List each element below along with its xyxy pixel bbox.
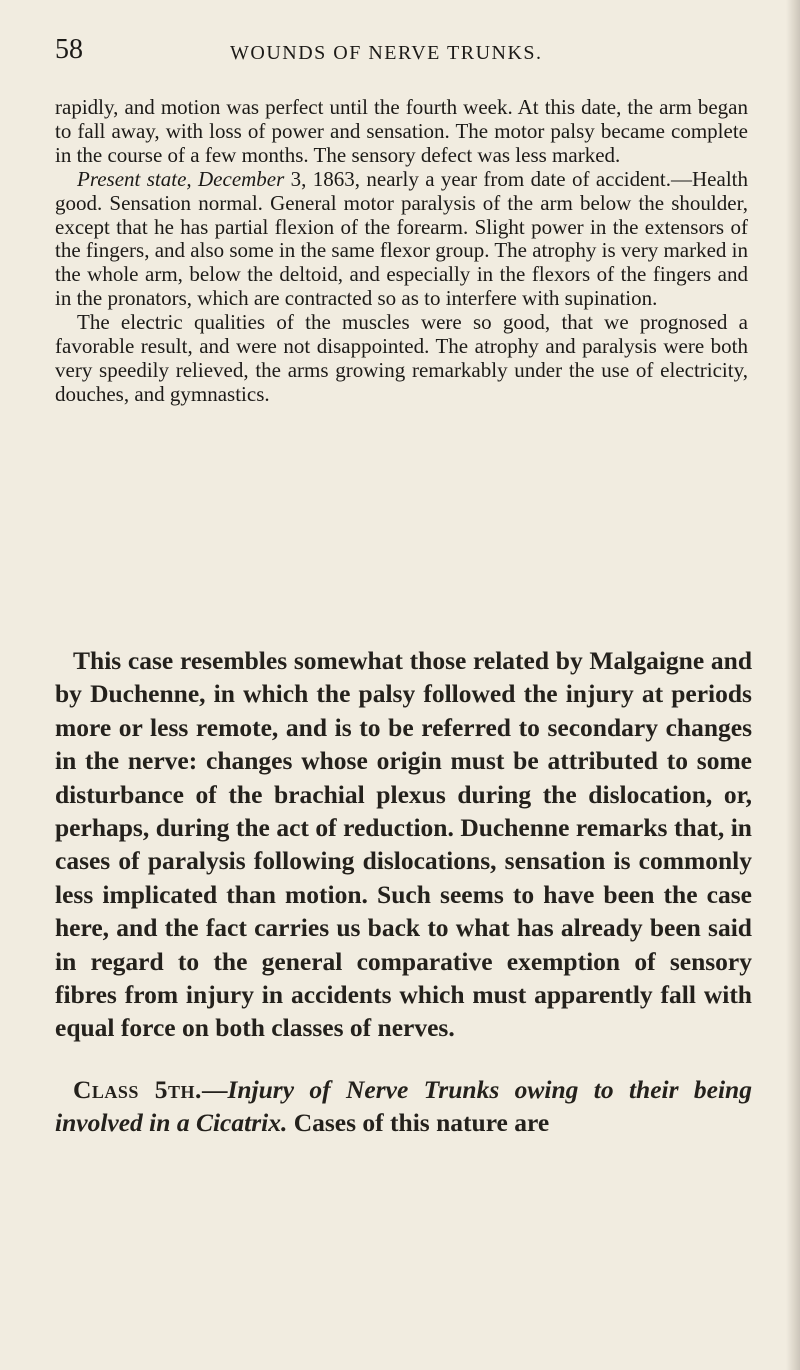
commentary-text — [55, 644, 752, 1140]
case-report-paragraph: The electric qualities of the muscles were so good, that we prognosed a favorable result, and were not disappointed. The atrophy and paralysis were both very speedily relieved, the arms growing remarkably under the use of electricity, douches, and gymnastics. — [55, 310, 748, 406]
case-report-text — [55, 96, 748, 407]
page-header — [55, 30, 745, 70]
class-label: Class 5th. — [73, 1074, 202, 1104]
class-heading-paragraph: Class 5th.—Injury of Nerve Trunks owing to their being involved in a Cicatrix. Cases of this nature are — [55, 1074, 752, 1138]
present-state-text: 3, 1863, nearly a year from date of accident.—Health good. Sensation normal. General motor paralysis of the arm below the shoulder, except that he has partial flexion of the forearm. Slight power in the extensors of the fingers, and also some in the same flexor group. The atrophy is very marked in the whole arm, below the deltoid, and especially in the flexors of the fingers and in the pronators, which are contracted so as to interfere with supination. — [55, 166, 749, 311]
class-title: Injury of Nerve Trunks owing to their being involved in a Cicatrix. — [55, 1074, 752, 1138]
running-head: WOUNDS OF NERVE TRUNKS. — [230, 42, 543, 64]
commentary-paragraph: This case resembles somewhat those related by Malgaigne and by Duchenne, in which the palsy followed the injury at periods more or less remote, and is to be referred to secondary changes in the nerve: changes whose origin must be attributed to some disturbance of the brachial plexus during the dislocation, or, perhaps, during the act of reduction. Duchenne remarks that, in cases of paralysis following dislocations, sensation is commonly less implicated than motion. Such seems to have been the case here, and the fact carries us back to what has already been said in regard to the general comparative exemption of sensory fibres from injury in accidents which must apparently fall with equal force on both classes of nerves. — [55, 646, 752, 1043]
case-report-paragraph: rapidly, and motion was perfect until the fourth week. At this date, the arm began to fall away, with loss of power and sensation. The motor palsy became complete in the course of a few months. The sensory defect was less marked. — [55, 95, 748, 167]
class-text: Cases of this nature are — [287, 1108, 550, 1138]
present-state-paragraph — [55, 168, 748, 311]
present-state-label: Present state, December — [77, 166, 285, 191]
page-edge-shadow — [786, 0, 800, 1370]
page-number: 58 — [55, 34, 83, 65]
